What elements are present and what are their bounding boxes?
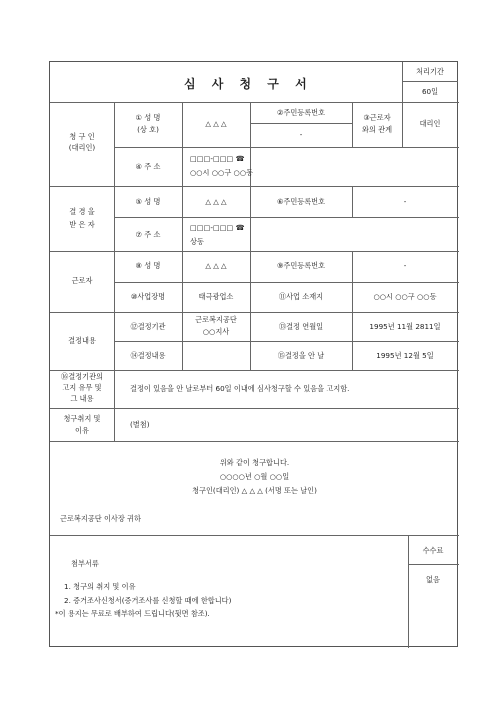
claimant-name-value: △ △ △ [205, 119, 227, 128]
claimant-id-label: ②주민등록번호 [276, 108, 326, 117]
subject-section-sublabel: 받 은 자 [69, 220, 95, 229]
grid-line [114, 341, 459, 342]
subject-id-value: - [403, 197, 407, 206]
decision-date-value: 1995년 11월 2811일 [369, 322, 441, 331]
reason-label: 청구취지 및 [63, 414, 101, 423]
processing-period-value: 60일 [421, 87, 439, 96]
declaration-date: ○○○○년 ○월 ○○일 [219, 472, 290, 481]
workplace-value: 태극광업소 [198, 292, 234, 301]
grid-line [250, 123, 352, 124]
decision-section-label: 결정내용 [68, 336, 96, 345]
grid-line [50, 312, 459, 313]
fee-value: 없음 [426, 575, 440, 584]
grid-line [114, 370, 115, 441]
notice-label: ⑯결정기관의 [61, 372, 103, 381]
form-title: 심 사 청 구 서 [184, 77, 313, 91]
subject-section-label: 결 경 을 [69, 207, 95, 216]
grid-line [114, 282, 459, 283]
claimant-address-value: ○○시 ○○구 ○○동 [190, 168, 254, 177]
decision-content-label: ⑭결정내용 [130, 351, 166, 360]
claimant-section-label: 청 구 인 [69, 132, 95, 141]
reason-label-line2: 이유 [75, 426, 89, 435]
subject-postal-phone: □□□-□□□ ☎ [190, 223, 245, 232]
decision-agency-value: 근로복지공단 [195, 315, 237, 324]
grid-line [50, 102, 459, 103]
workplace-location-label: ⑪사업 소재지 [278, 292, 324, 301]
decision-agency-branch: ○○지사 [202, 327, 230, 336]
grid-line [50, 441, 459, 442]
subject-name-value: △ △ △ [205, 197, 227, 206]
attachments-title: 첨부서류 [71, 559, 99, 568]
notice-value: 결정이 있음을 안 날로부터 60일 이내에 심사청구할 수 있음을 고지함. [130, 384, 350, 393]
grid-line [408, 564, 459, 565]
attachment-item: 2. 증거조사신청서(증거조사를 신청할 때에 한합니다) [64, 596, 232, 605]
processing-period-label: 처리기간 [416, 67, 444, 76]
reason-value: (별첨) [130, 420, 150, 429]
grid-line [114, 217, 459, 218]
worker-section-label: 근로자 [71, 276, 93, 285]
grid-line [402, 81, 458, 82]
claimant-section-sublabel: (대리인) [68, 143, 96, 152]
claimant-address-label: ④ 주 소 [135, 162, 161, 171]
worker-id-value: - [403, 261, 407, 270]
decision-known-date-value: 1995년 12월 5일 [376, 351, 434, 360]
worker-id-label: ⑨주민등록번호 [276, 261, 326, 270]
worker-name-value: △ △ △ [205, 261, 227, 270]
notice-label-line3: 그 내용 [70, 394, 94, 403]
claimant-relation-label: ③근로자 [363, 113, 391, 122]
claimant-relation-value: 대리인 [419, 119, 441, 128]
subject-id-label: ⑥주민등록번호 [276, 197, 326, 206]
worker-name-label: ⑧ 성 명 [135, 261, 161, 270]
subject-name-label: ⑤ 성 명 [135, 197, 161, 206]
grid-line [50, 408, 459, 409]
decision-known-date-label: ⑮결정을 안 날 [277, 351, 325, 360]
distribution-note: *이 용지는 무료로 배부하여 드립니다(뒷면 참조). [55, 609, 210, 618]
workplace-label: ⑩사업장명 [130, 292, 166, 301]
subject-address-label: ⑦ 주 소 [135, 230, 161, 239]
grid-line [50, 251, 459, 252]
fee-label: 수수료 [422, 546, 444, 555]
grid-line [114, 147, 459, 148]
workplace-location-value: ○○시 ○○구 ○○동 [373, 292, 437, 301]
attachment-item: 1. 청구의 취지 및 이유 [64, 582, 136, 591]
claimant-id-value: - [299, 130, 303, 139]
declaration-signature: 청구인(대리인) △ △ △ (서명 또는 날인) [192, 486, 317, 495]
notice-label-line2: 고지 유무 및 [62, 383, 102, 392]
claimant-name-sublabel: (상 호) [137, 125, 159, 134]
appeal-form [49, 61, 458, 647]
claimant-postal-phone: □□□-□□□ ☎ [190, 154, 245, 163]
claimant-relation-sublabel: 와의 관계 [361, 125, 393, 134]
declaration-addressee: 근로복지공단 이사장 귀하 [60, 514, 141, 523]
subject-address-value: 상동 [190, 237, 204, 246]
grid-line [50, 535, 459, 536]
grid-line [50, 370, 459, 371]
decision-agency-label: ⑫결정기관 [130, 322, 166, 331]
claimant-name-label: ① 성 명 [135, 113, 161, 122]
declaration-statement: 위와 같이 청구합니다. [219, 458, 290, 467]
grid-line [50, 186, 459, 187]
decision-date-label: ⑬결정 연월일 [278, 322, 324, 331]
